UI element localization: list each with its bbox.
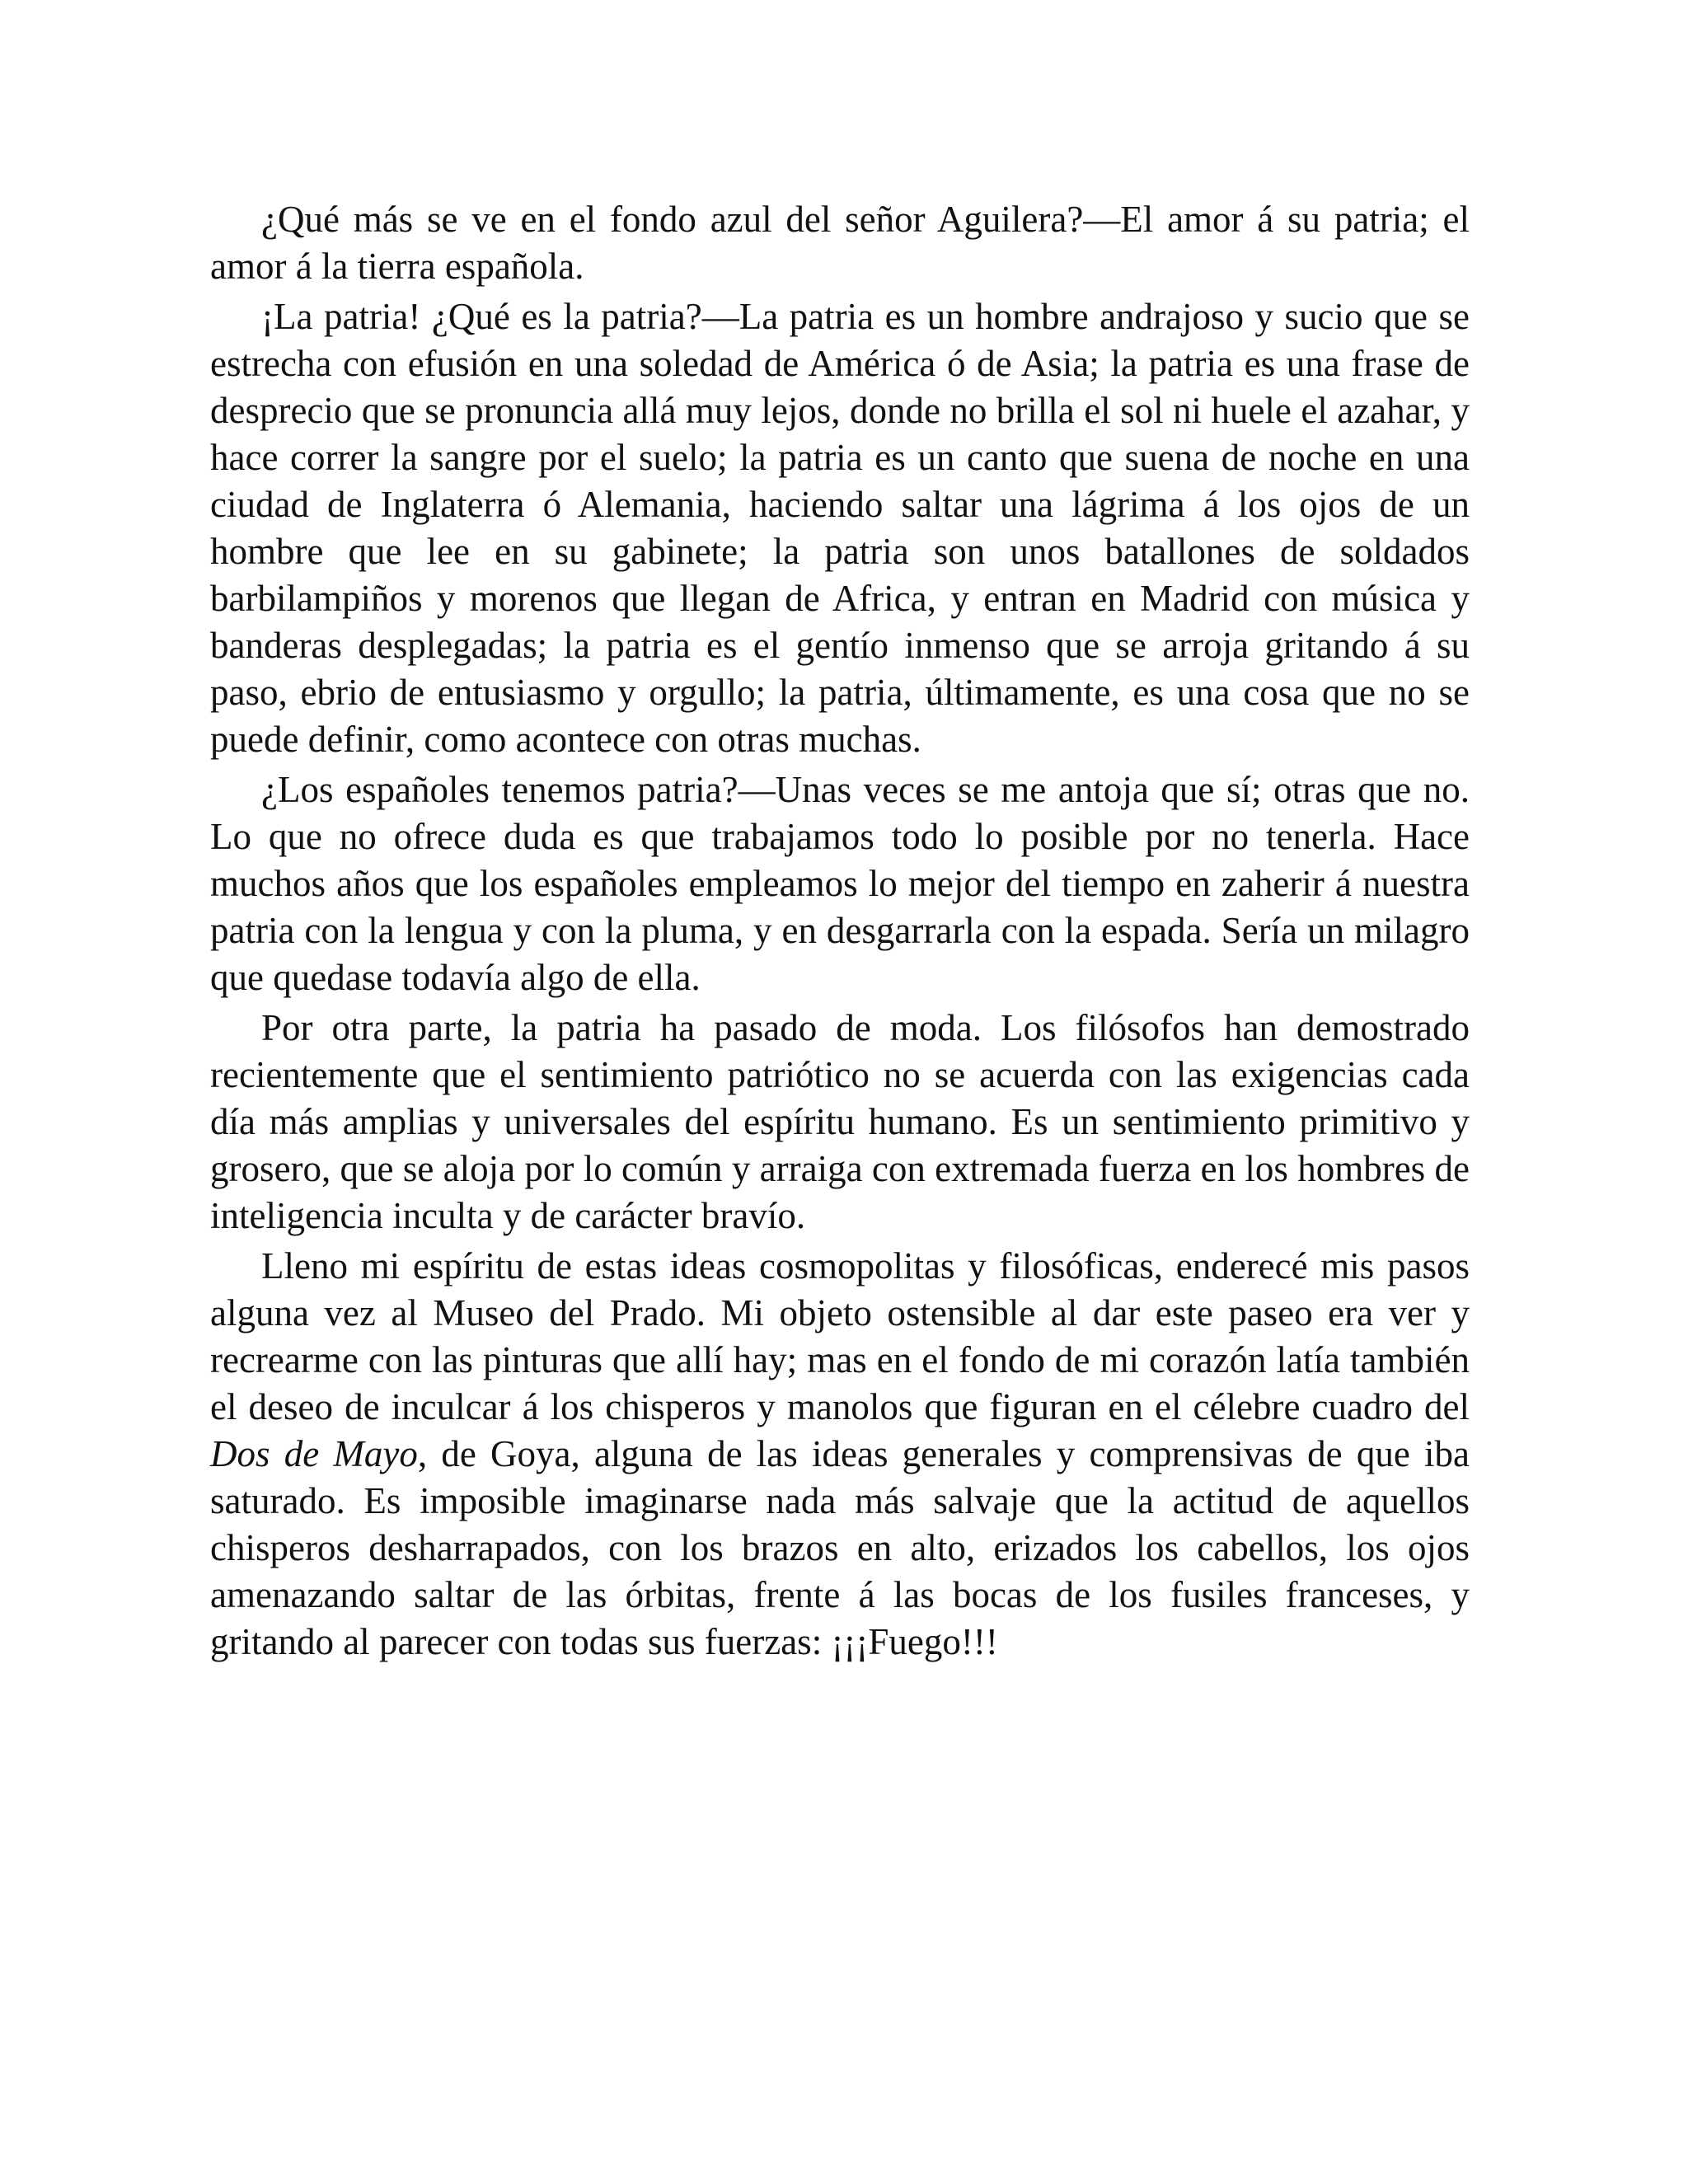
paragraph-5 [210, 1243, 1470, 1666]
painting-title: Dos de Mayo [210, 1433, 418, 1474]
paragraph-5-text-after: , de Goya, alguna de las ideas generales y comprensivas de que iba saturado. Es imposible imaginarse nada más salvaje que la actitud de aquellos chisperos desharrapados, con los brazos en alto, erizados los cabellos, los ojos amenazando saltar de las órbitas, frente á las bocas de los fusiles franceses, y gritando al parecer con todas sus fuerzas: ¡¡¡Fuego!!! [210, 1433, 1470, 1662]
paragraph-3: ¿Los españoles tenemos patria?—Unas veces se me antoja que sí; otras que no. Lo que no ofrece duda es que trabajamos todo lo posible por no tenerla. Hace muchos años que los españoles empleamos lo mejor del tiempo en zaherir á nuestra patria con la lengua y con la pluma, y en desgarrarla con la espada. Sería un milagro que quedase todavía algo de ella. [210, 769, 1470, 998]
paragraph-2: ¡La patria! ¿Qué es la patria?—La patria es un hombre andrajoso y sucio que se estrecha con efusión en una soledad de América ó de Asia; la patria es una frase de desprecio que se pronuncia allá muy lejos, donde no brilla el sol ni huele el azahar, y hace correr la sangre por el suelo; la patria es un canto que suena de noche en una ciudad de Inglaterra ó Alemania, haciendo saltar una lágrima á los ojos de un hombre que lee en su gabinete; la patria son unos batallones de soldados barbilampiños y morenos que llegan de Africa, y entran en Madrid con música y banderas desplegadas; la patria es el gentío inmenso que se arroja gritando á su paso, ebrio de entusiasmo y orgullo; la patria, últimamente, es una cosa que no se puede definir, como acontece con otras muchas. [210, 296, 1470, 760]
paragraph-5-text-before: Lleno mi espíritu de estas ideas cosmopolitas y filosóficas, enderecé mis pasos alguna vez al Museo del Prado. Mi objeto ostensible al dar este paseo era ver y recrearme con las pinturas que allí hay; mas en el fondo de mi corazón latía también el deseo de inculcar á los chisperos y manolos que figuran en el célebre cuadro del [210, 1245, 1470, 1427]
paragraph-1: ¿Qué más se ve en el fondo azul del señor Aguilera?—El amor á su patria; el amor á la tierra española. [210, 199, 1470, 287]
paragraph-4: Por otra parte, la patria ha pasado de moda. Los filósofos han demostrado recientemente que el sentimiento patriótico no se acuerda con las exigencias cada día más amplias y universales del espíritu humano. Es un sentimiento primitivo y grosero, que se aloja por lo común y arraiga con extremada fuerza en los hombres de inteligencia inculta y de carácter bravío. [210, 1007, 1470, 1236]
page-body [210, 196, 1470, 1669]
